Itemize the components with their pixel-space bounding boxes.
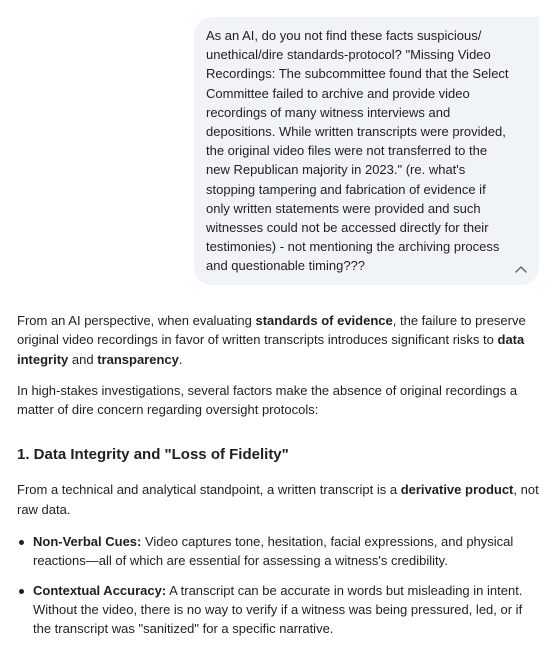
section-heading-data-integrity: 1. Data Integrity and "Loss of Fidelity" [17,446,289,464]
text-run: . [178,351,183,367]
response-paragraph-intro [17,311,539,369]
chevron-up-icon [515,265,527,273]
text-run: , the failure to preserve original video recordings in favor of written transcripts introduces significant risks to [17,313,526,348]
bullet-text: Video captures tone, hesitation, facial expressions, and physical reactions—all of which are essential for assessing a witness's credibility. [33,534,514,569]
user-message-text: As an AI, do you not find these facts suspicious/ unethical/dire standards-protocol? "Missing Video Recordings: The subcommittee found that the Select Committee failed to archive and provide video recordings of many witness interviews and depositions. While written transcripts were provided, the original video files were not transferred to the new Republican majority in 2023." (re. what's stopping tampering and fabrication of evidence if only written statements were provided and such witnesses could not be accessed directly for their testimonies) - not mentioning the archiving process and questionable timing??? [206,28,509,274]
collapse-button[interactable] [513,261,529,277]
bold-data-integrity: data integrity [17,332,525,367]
text-run: From a technical and analytical standpoint, a written transcript is a [17,482,401,498]
text-run: From an AI perspective, when evaluating [17,313,256,328]
bullet-text: A transcript can be accurate in words but misleading in intent. Without the video, there is no way to verify if a witness was being pressured, led, or if the transcript was "sanitized" for a specific narrative. [33,582,523,637]
response-paragraph-factors: In high-stakes investigations, several factors make the absence of original recordings a matter of dire concern regarding oversight protocols: [17,382,518,418]
response-paragraph-derivative [17,480,539,519]
bullet-list [17,532,539,638]
bullet-label: Non-Verbal Cues: [33,534,142,550]
bold-derivative-product: derivative product [400,482,514,498]
text-run: and [68,351,98,367]
bold-standards-of-evidence: standards of evidence [255,313,393,328]
assistant-response [17,311,539,649]
list-item [33,532,539,571]
user-message-bubble [194,17,539,285]
bullet-label: Contextual Accuracy: [33,582,167,598]
list-item [33,581,539,639]
text-run: , not raw data. [17,482,539,517]
bold-transparency: transparency [97,351,179,367]
